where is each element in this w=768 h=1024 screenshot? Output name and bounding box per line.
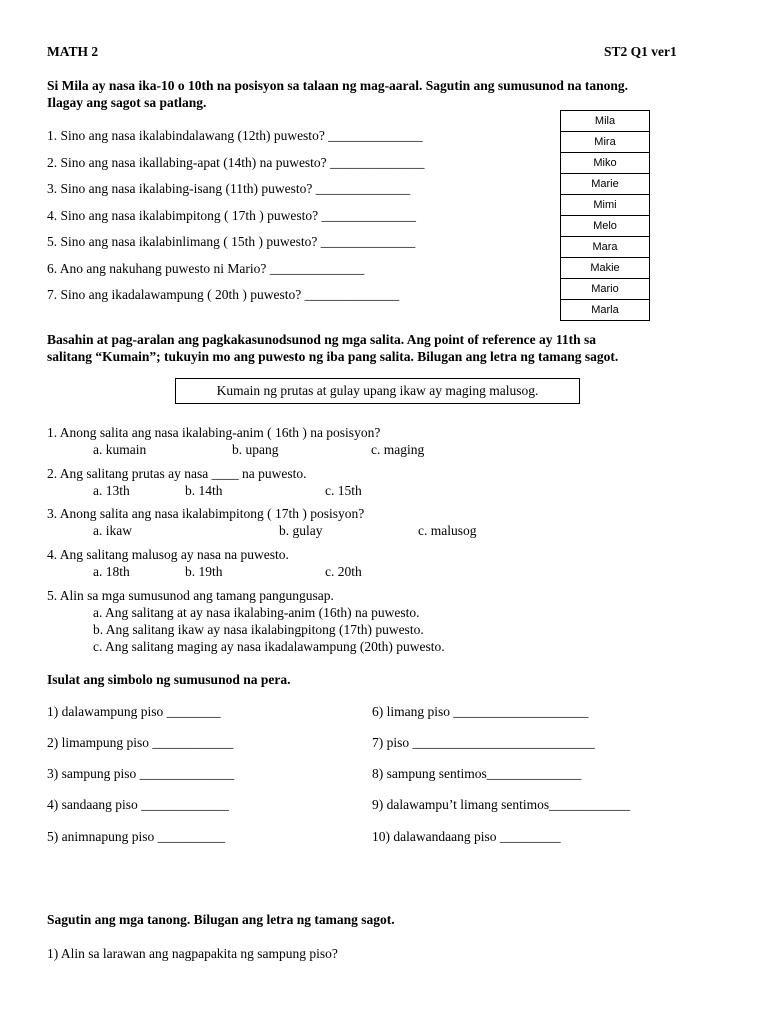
part1-question: 6. Ano ang nakuhang puwesto ni Mario? ______________ <box>47 261 365 276</box>
name-cell: Marie <box>561 174 650 195</box>
choice-c: c. 20th <box>325 564 362 579</box>
part3-instruction: Isulat ang simbolo ng sumusunod na pera. <box>47 672 291 687</box>
money-item: 2) limampung piso ____________ <box>47 735 234 750</box>
part2-question-4: 4. Ang salitang malusog ay nasa na puwesto. <box>47 547 289 562</box>
name-cell: Marla <box>561 300 650 321</box>
name-cell: Melo <box>561 216 650 237</box>
part2-question-1: 1. Anong salita ang nasa ikalabing-anim ( 16th ) na posisyon? <box>47 425 381 440</box>
part1-question: 2. Sino ang nasa ikallabing-apat (14th) na puwesto? ______________ <box>47 155 425 170</box>
choice-c: c. maging <box>371 442 425 457</box>
name-cell: Mira <box>561 132 650 153</box>
money-item: 7) piso ___________________________ <box>372 735 595 750</box>
choice-b: b. Ang salitang ikaw ay nasa ikalabingpitong (17th) puwesto. <box>93 622 424 637</box>
money-item: 9) dalawampu’t limang sentimos____________ <box>372 797 631 812</box>
money-item: 8) sampung sentimos______________ <box>372 766 582 781</box>
part1-question: 3. Sino ang nasa ikalabing-isang (11th) puwesto? ______________ <box>47 181 411 196</box>
choice-b: b. gulay <box>279 523 323 538</box>
choice-b: b. 14th <box>185 483 223 498</box>
choice-a: a. kumain <box>93 442 147 457</box>
name-cell: Mario <box>561 279 650 300</box>
part1-question: 4. Sino ang nasa ikalabimpitong ( 17th ) puwesto? ______________ <box>47 208 416 223</box>
choice-a: a. ikaw <box>93 523 132 538</box>
choice-c: c. 15th <box>325 483 362 498</box>
part4-question-1: 1) Alin sa larawan ang nagpapakita ng sampung piso? <box>47 946 338 961</box>
part1-question: 1. Sino ang nasa ikalabindalawang (12th) puwesto? ______________ <box>47 128 423 143</box>
money-item: 5) animnapung piso __________ <box>47 829 226 844</box>
name-cell: Makie <box>561 258 650 279</box>
name-cell: Mila <box>561 111 650 132</box>
choice-c: c. malusog <box>418 523 477 538</box>
name-cell: Mara <box>561 237 650 258</box>
part1-question: 5. Sino ang nasa ikalabinlimang ( 15th ) puwesto? ______________ <box>47 234 416 249</box>
name-cell: Miko <box>561 153 650 174</box>
part4-instruction: Sagutin ang mga tanong. Bilugan ang letra ng tamang sagot. <box>47 912 395 927</box>
part1-question: 7. Sino ang ikadalawampung ( 20th ) puwesto? ______________ <box>47 287 400 302</box>
choice-a: a. 13th <box>93 483 130 498</box>
part1-instruction-line1: Si Mila ay nasa ika-10 o 10th na posisyon sa talaan ng mag-aaral. Sagutin ang sumusunod na tanong. <box>47 78 629 93</box>
money-item: 6) limang piso ____________________ <box>372 704 589 719</box>
part2-question-2: 2. Ang salitang prutas ay nasa ____ na puwesto. <box>47 466 307 481</box>
part2-question-5: 5. Alin sa mga sumusunod ang tamang pangungusap. <box>47 588 334 603</box>
choice-a: a. Ang salitang at ay nasa ikalabing-anim (16th) na puwesto. <box>93 605 420 620</box>
part1-instruction-line2: Ilagay ang sagot sa patlang. <box>47 95 207 110</box>
part2-instruction-line2: salitang “Kumain”; tukuyin mo ang puwesto ng iba pang salita. Bilugan ang letra ng tamang sagot. <box>47 349 619 364</box>
choice-b: b. upang <box>232 442 279 457</box>
test-code: ST2 Q1 ver1 <box>604 44 677 59</box>
part2-instruction-line1: Basahin at pag-aralan ang pagkakasunodsunod ng mga salita. Ang point of reference ay 11th sa <box>47 332 596 347</box>
money-item: 1) dalawampung piso ________ <box>47 704 221 719</box>
reference-sentence-box: Kumain ng prutas at gulay upang ikaw ay maging malusog. <box>175 378 580 404</box>
part2-question-3: 3. Anong salita ang nasa ikalabimpitong ( 17th ) posisyon? <box>47 506 365 521</box>
choice-b: b. 19th <box>185 564 223 579</box>
student-name-list <box>560 110 650 321</box>
money-item: 4) sandaang piso _____________ <box>47 797 229 812</box>
choice-a: a. 18th <box>93 564 130 579</box>
choice-c: c. Ang salitang maging ay nasa ikadalawampung (20th) puwesto. <box>93 639 445 654</box>
money-item: 3) sampung piso ______________ <box>47 766 235 781</box>
name-cell: Mimi <box>561 195 650 216</box>
subject-title: MATH 2 <box>47 44 99 59</box>
money-item: 10) dalawandaang piso _________ <box>372 829 561 844</box>
